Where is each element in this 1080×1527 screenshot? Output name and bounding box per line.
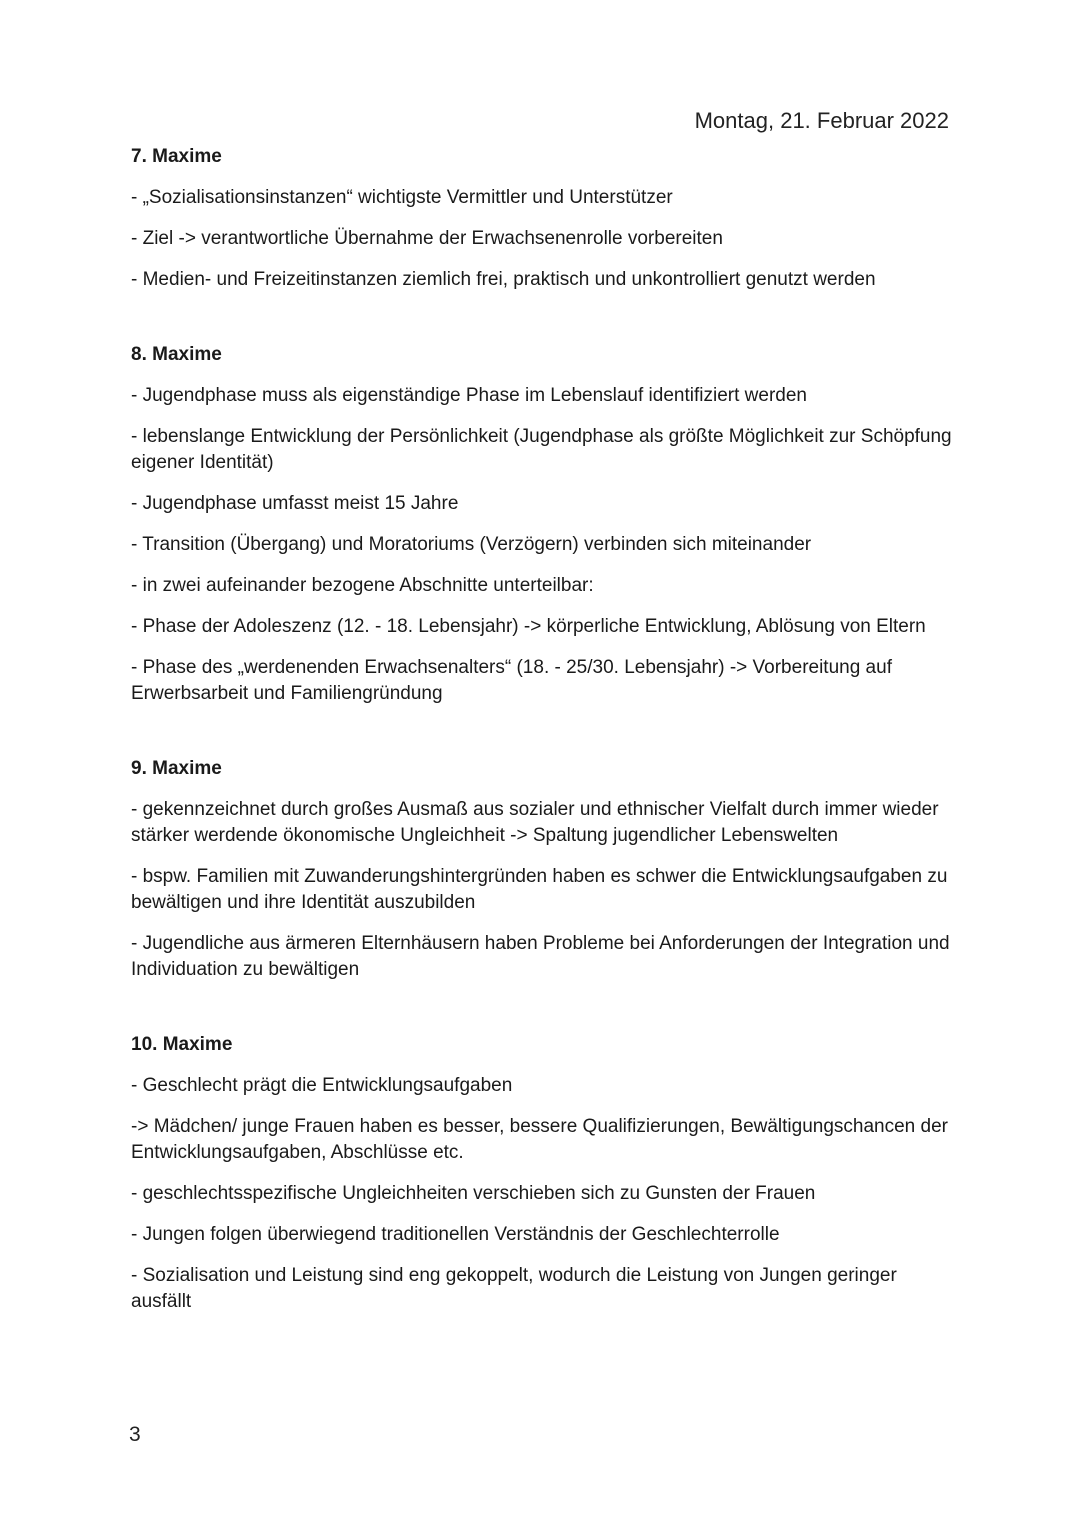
section-heading: 10. Maxime xyxy=(131,1034,233,1055)
bullet-item: - Geschlecht prägt die Entwicklungsaufgaben xyxy=(131,1075,513,1096)
bullet-item: - „Sozialisationsinstanzen“ wichtigste Vermittler und Unterstützer xyxy=(131,187,673,208)
section-maxime-10 xyxy=(131,1032,961,1315)
page-number: 3 xyxy=(129,1423,141,1446)
section-heading: 9. Maxime xyxy=(131,758,222,779)
document-date: Montag, 21. Februar 2022 xyxy=(694,108,949,133)
bullet-item: - in zwei aufeinander bezogene Abschnitte unterteilbar: xyxy=(131,575,594,596)
bullet-item: - bspw. Familien mit Zuwanderungshintergründen haben es schwer die Entwicklungsaufgaben zu bewältigen und ihre Identität auszubilden xyxy=(131,866,948,913)
bullet-item: - Jugendliche aus ärmeren Elternhäusern haben Probleme bei Anforderungen der Integration und Individuation zu bewältigen xyxy=(131,933,950,980)
bullet-item: - Medien- und Freizeitinstanzen ziemlich frei, praktisch und unkontrolliert genutzt werden xyxy=(131,269,876,290)
section-maxime-8 xyxy=(131,342,961,707)
bullet-item: - Sozialisation und Leistung sind eng gekoppelt, wodurch die Leistung von Jungen geringer ausfällt xyxy=(131,1265,897,1312)
bullet-item: - Jugendphase umfasst meist 15 Jahre xyxy=(131,493,459,514)
section-maxime-9 xyxy=(131,756,961,983)
document-content xyxy=(131,144,961,1330)
bullet-item: -> Mädchen/ junge Frauen haben es besser, bessere Qualifizierungen, Bewältigungschancen der Entwicklungsaufgaben, Abschlüsse etc. xyxy=(131,1116,948,1163)
section-maxime-7 xyxy=(131,144,961,293)
bullet-item: - Jugendphase muss als eigenständige Phase im Lebenslauf identifiziert werden xyxy=(131,385,807,406)
bullet-item: - Ziel -> verantwortliche Übernahme der Erwachsenenrolle vorbereiten xyxy=(131,228,723,249)
bullet-item: - geschlechtsspezifische Ungleichheiten verschieben sich zu Gunsten der Frauen xyxy=(131,1183,816,1204)
bullet-item: - gekennzeichnet durch großes Ausmaß aus sozialer und ethnischer Vielfalt durch immer wieder stärker werdende ökonomische Ungleichheit -> Spaltung jugendlicher Lebenswelten xyxy=(131,799,939,846)
bullet-item: - lebenslange Entwicklung der Persönlichkeit (Jugendphase als größte Möglichkeit zur Schöpfung eigener Identität) xyxy=(131,426,952,473)
section-heading: 7. Maxime xyxy=(131,146,222,167)
bullet-item: - Jungen folgen überwiegend traditionellen Verständnis der Geschlechterrolle xyxy=(131,1224,780,1245)
bullet-item: - Phase des „werdenenden Erwachsenalters“ (18. - 25/30. Lebensjahr) -> Vorbereitung auf Erwerbsarbeit und Familiengründung xyxy=(131,657,892,704)
bullet-item: - Transition (Übergang) und Moratoriums (Verzögern) verbinden sich miteinander xyxy=(131,534,812,555)
section-heading: 8. Maxime xyxy=(131,344,222,365)
bullet-item: - Phase der Adoleszenz (12. - 18. Lebensjahr) -> körperliche Entwicklung, Ablösung von Eltern xyxy=(131,616,926,637)
